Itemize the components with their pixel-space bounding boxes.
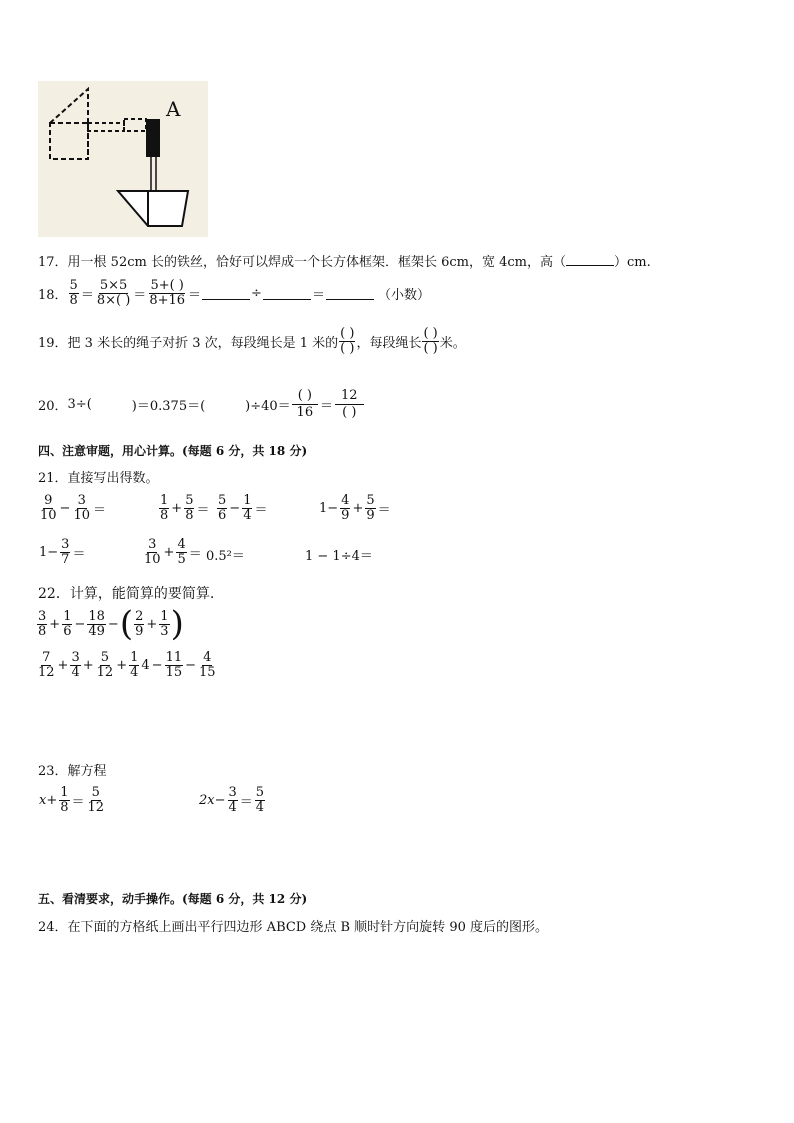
question-text: 直接写出得数。 xyxy=(67,471,159,486)
question-21-title xyxy=(38,467,159,486)
equals-sign: ＝ xyxy=(188,288,202,303)
calc-item-c: $\frac{5}{6}$ − $\frac{1}{4}$ ＝ xyxy=(218,493,268,523)
question-text: 把 3 米长的绳子对折 3 次，每段绳长是 1 米的 xyxy=(67,336,339,351)
question-19 xyxy=(38,327,466,356)
question-23-title xyxy=(38,760,107,779)
question-text-tail: ）cm. xyxy=(613,255,651,270)
question-number: 21． xyxy=(38,471,68,486)
question-number: 18． xyxy=(38,288,68,303)
calc-item-b: $\frac{1}{8}$ + $\frac{5}{8}$ ＝ xyxy=(160,493,210,523)
fraction: $\frac{12}{( )}$ xyxy=(335,388,364,421)
question-number: 19． xyxy=(38,336,68,351)
equation-2: 2x− $\frac{3}{4}$ ＝ $\frac{5}{4}$ xyxy=(199,785,265,815)
question-text: ，每段绳长 xyxy=(356,336,422,351)
equation-1: x+ $\frac{1}{8}$ ＝ $\frac{5}{12}$ xyxy=(39,785,105,815)
question-17 xyxy=(38,251,651,270)
equals-sign: ＝ xyxy=(80,288,94,303)
calc-item-g: 0.5²＝ xyxy=(206,549,245,564)
question-number: 20． xyxy=(38,399,68,414)
fraction: $\frac{5}{8}$ xyxy=(69,278,78,308)
question-22-title xyxy=(38,583,214,603)
expression-part: )÷40＝ xyxy=(245,399,291,414)
calc-item-h: 1 − 1÷4＝ xyxy=(305,549,373,564)
question-number: 17． xyxy=(38,255,68,270)
fraction: $\frac{5+( )}{8+16}$ xyxy=(149,278,186,308)
rotation-diagram xyxy=(38,81,208,237)
question-number: 23． xyxy=(38,764,68,779)
question-number: 22． xyxy=(38,586,70,602)
divide-sign: ÷ xyxy=(251,286,262,301)
simplify-expr-2: $\frac{7}{12}$ + $\frac{3}{4}$ + $\frac{5}{12}$ + $\frac{1}{4}$ 4 − $\frac{11}{15}$ − $\frac{4}{15}$ xyxy=(38,650,216,680)
equals-sign: ＝ xyxy=(319,399,333,414)
expression-part: 3÷( xyxy=(67,397,92,412)
point-a-label: A xyxy=(166,97,181,121)
fraction-blank[interactable]: $\frac{( )}{( )}$ xyxy=(423,326,438,356)
rotation-figure xyxy=(38,81,208,237)
fraction: $\frac{5\times 5}{8\times( )}$ xyxy=(96,278,131,308)
question-text: 用一根 52cm 长的铁丝，恰好可以焊成一个长方体框架．框架长 6cm，宽 4cm，高（ xyxy=(67,255,566,270)
section-4-heading: 四、注意审题，用心计算。(每题 6 分，共 18 分) xyxy=(38,444,308,458)
section-5-heading: 五、看清要求，动手操作。(每题 6 分，共 12 分) xyxy=(38,892,308,906)
question-20 xyxy=(38,388,365,421)
answer-blank[interactable] xyxy=(566,254,614,266)
calc-item-d: 1− $\frac{4}{9}$ + $\frac{5}{9}$ ＝ xyxy=(319,493,391,523)
fraction-blank[interactable]: $\frac{( )}{( )}$ xyxy=(340,326,355,356)
equals-sign: ＝ xyxy=(311,288,325,303)
fraction: $\frac{( )}{16}$ xyxy=(292,388,318,421)
calc-item-e: 1− $\frac{3}{7}$ ＝ xyxy=(39,537,86,567)
decimal-note: （小数） xyxy=(377,288,430,303)
simplify-expr-1: $\frac{3}{8}$ + $\frac{1}{6}$ − $\frac{18}{49}$ − ( $\frac{2}{9}$ + $\frac{1}{3}$ ) xyxy=(38,604,184,644)
calc-item-a: $\frac{9}{10}$ − $\frac{3}{10}$ ＝ xyxy=(40,493,107,523)
expression-part: )＝0.375＝( xyxy=(131,399,206,414)
question-number: 24． xyxy=(38,920,68,935)
answer-blank[interactable] xyxy=(326,288,374,300)
question-text: 解方程 xyxy=(67,764,107,779)
question-text: 计算，能简算的要简算. xyxy=(69,586,215,602)
question-text: 在下面的方格纸上画出平行四边形 ABCD 绕点 B 顺时针方向旋转 90 度后的图形。 xyxy=(67,920,548,935)
question-24 xyxy=(38,916,548,935)
equals-sign: ＝ xyxy=(133,288,147,303)
question-text: 米。 xyxy=(439,336,466,351)
answer-blank[interactable] xyxy=(263,288,311,300)
calc-item-f: $\frac{3}{10}$ + $\frac{4}{5}$ ＝ xyxy=(144,537,202,567)
question-18 xyxy=(38,279,430,308)
answer-blank[interactable] xyxy=(202,288,250,300)
